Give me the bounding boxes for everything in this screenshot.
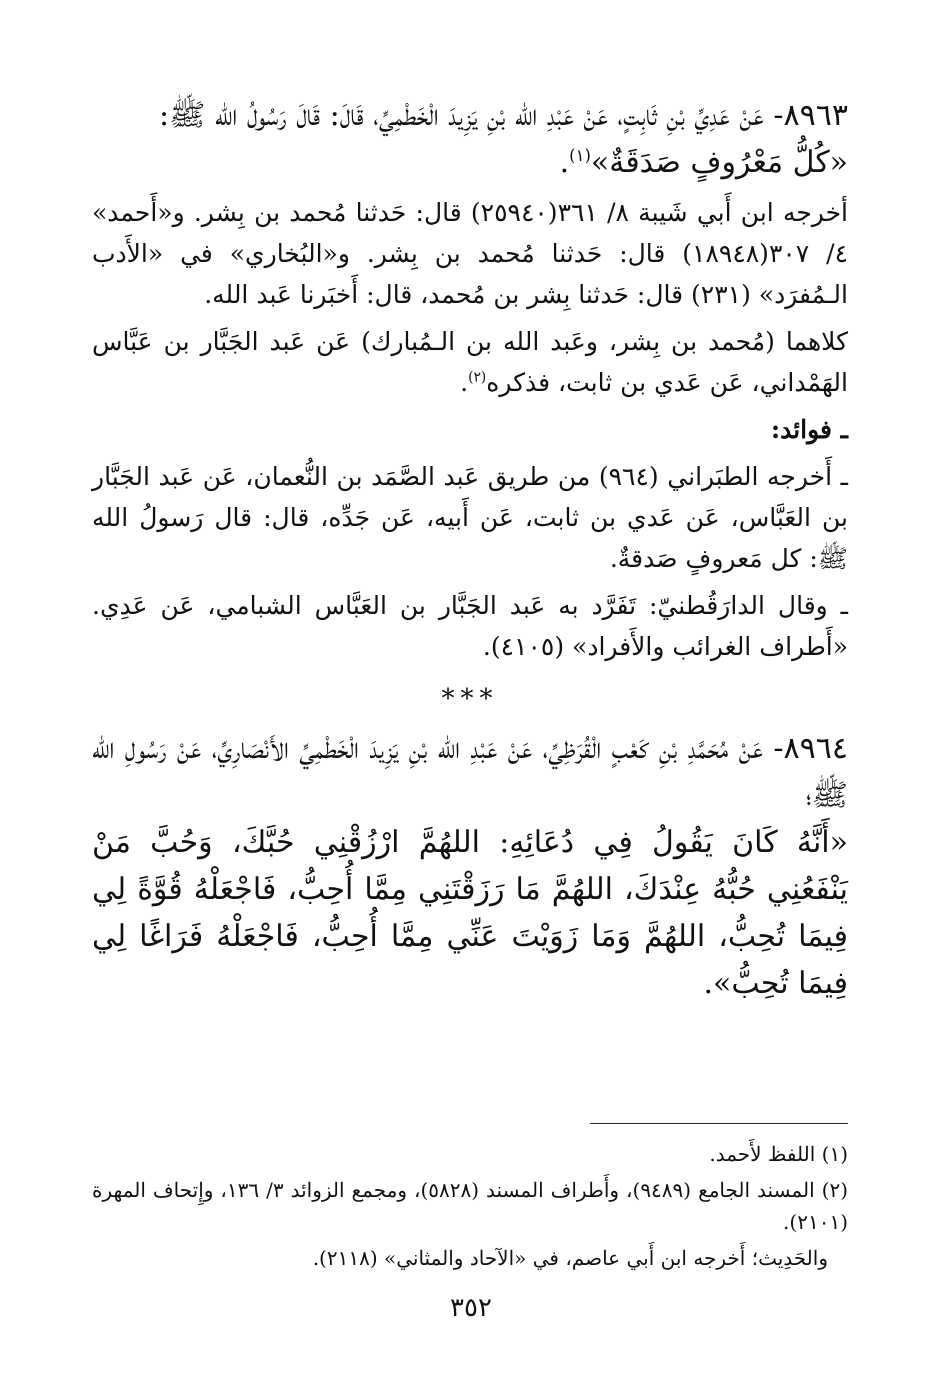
footnotes [92,1138,848,1278]
footnote-ref-1[interactable]: (١) [569,146,591,165]
footnote-ref-2[interactable]: (٢) [468,369,487,386]
hadith-8964-text: «أَنَّهُ كَانَ يَقُولُ فِي دُعَائِهِ: اللهُمَّ ارْزُقْنِي حُبَّكَ، وَحُبَّ مَنْ يَنْفَعُنِي حُبُّهُ عِنْدَكَ، اللهُمَّ مَا رَزَقْتَنِي مِمَّا أُحِبُّ، فَاجْعَلْهُ قُوَّةً لِي فِيمَا تُحِبُّ، اللهُمَّ وَمَا زَوَيْتَ عَنِّي مِمَّا أُحِبُّ، فَاجْعَلْهُ فَرَاغًا لِي فِيمَا تُحِبُّ». [92,825,848,1001]
fawaid-label: ـ فوائد: [770,415,848,444]
fawaid-note-2: ـ وقال الدارَقُطنيّ: تَفَرَّد به عَبد الجَبَّار بن العَبَّاس الشبامي، عَن عَدِي. «أَطراف الغرائب والأَفراد» (٤١٠٥). [92,591,848,661]
hadith-8963-matn: «كُلُّ مَعْرُوفٍ صَدَقَةٌ» [590,145,848,180]
footnote-2-continuation: والحَدِيث؛ أَخرجه ابن أَبي عاصم، في «الآحاد والمثاني» (٢١١٨). [312,1246,828,1270]
hadith-8963-text [92,139,848,186]
kilahuma-text: كلاهما (مُحمد بن بِشر، وعَبد الله بن الـمُبارك) عَن عَبد الجَبَّار بن عَبَّاس الهَمْداني، عَن عَدي بن ثابت، فذكره [92,327,848,397]
hadith-8963-takhrij: أخرجه ابن أَبي شَيبة ٨/ ٣٦١(٢٥٩٤٠) قال: حَدثنا مُحمد بن بِشر. و«أَحمد» ٤/ ٣٠٧(١٨٩٤٨) قال: حَدثنا مُحمد بن بِشر. و«البُخاري» في «الأَدب الـمُفرَد» (٢٣١) قال: حَدثنا بِشر بن مُحمد، قال: أَخبَرنا عَبد الله. [92,198,848,309]
hadith-8963-kilahuma [92,321,848,403]
section-separator: *** [441,684,499,714]
hadith-8963-heading: ٨٩٦٣- عَنْ عَدِيِّ بْنِ ثَابِتٍ، عَنْ عَبْدِ الله بْنِ يَزِيدَ الْخَطْمِيِّ، قَالَ: قَالَ رَسُولُ الله ﷺ: [158,98,848,133]
hadith-8963-text-end: . [559,145,570,180]
footnotes-divider [590,1123,848,1124]
fawaid-note-1: ـ أَخرجه الطبَراني (٩٦٤) من طريق عَبد الصَّمَد بن النُّعمان، عَن عَبد الجَبَّار بن العَبَّاس، عَن عَدي بن ثابت، عَن أَبيه، عَن جَدِّه، قال: قال رَسولُ الله ﷺ: كل مَعروفٍ صَدقةٌ. [92,462,849,573]
page-body [92,92,848,1007]
footnote-2: (٢) المسند الجامع (٩٤٨٩)، وأَطراف المسند (٥٨٢٨)، ومجمع الزوائد ٣/ ١٣٦، وإِتحاف المهرة (٢١٠١). [92,1178,848,1234]
hadith-8964-heading: ٨٩٦٤- عَنْ مُحَمَّدِ بْنِ كَعْبٍ الْقُرَظِيِّ، عَنْ عَبْدِ الله بْنِ يَزِيدَ الْخَطْمِيِّ الأَنْصَارِيِّ، عَنْ رَسُولِ الله ﷺ؛ [92,731,848,813]
kilahuma-end: . [460,368,469,397]
page-number: ٣٥٢ [450,1293,492,1323]
footnote-1: (١) اللفظ لأَحمد. [709,1142,848,1166]
